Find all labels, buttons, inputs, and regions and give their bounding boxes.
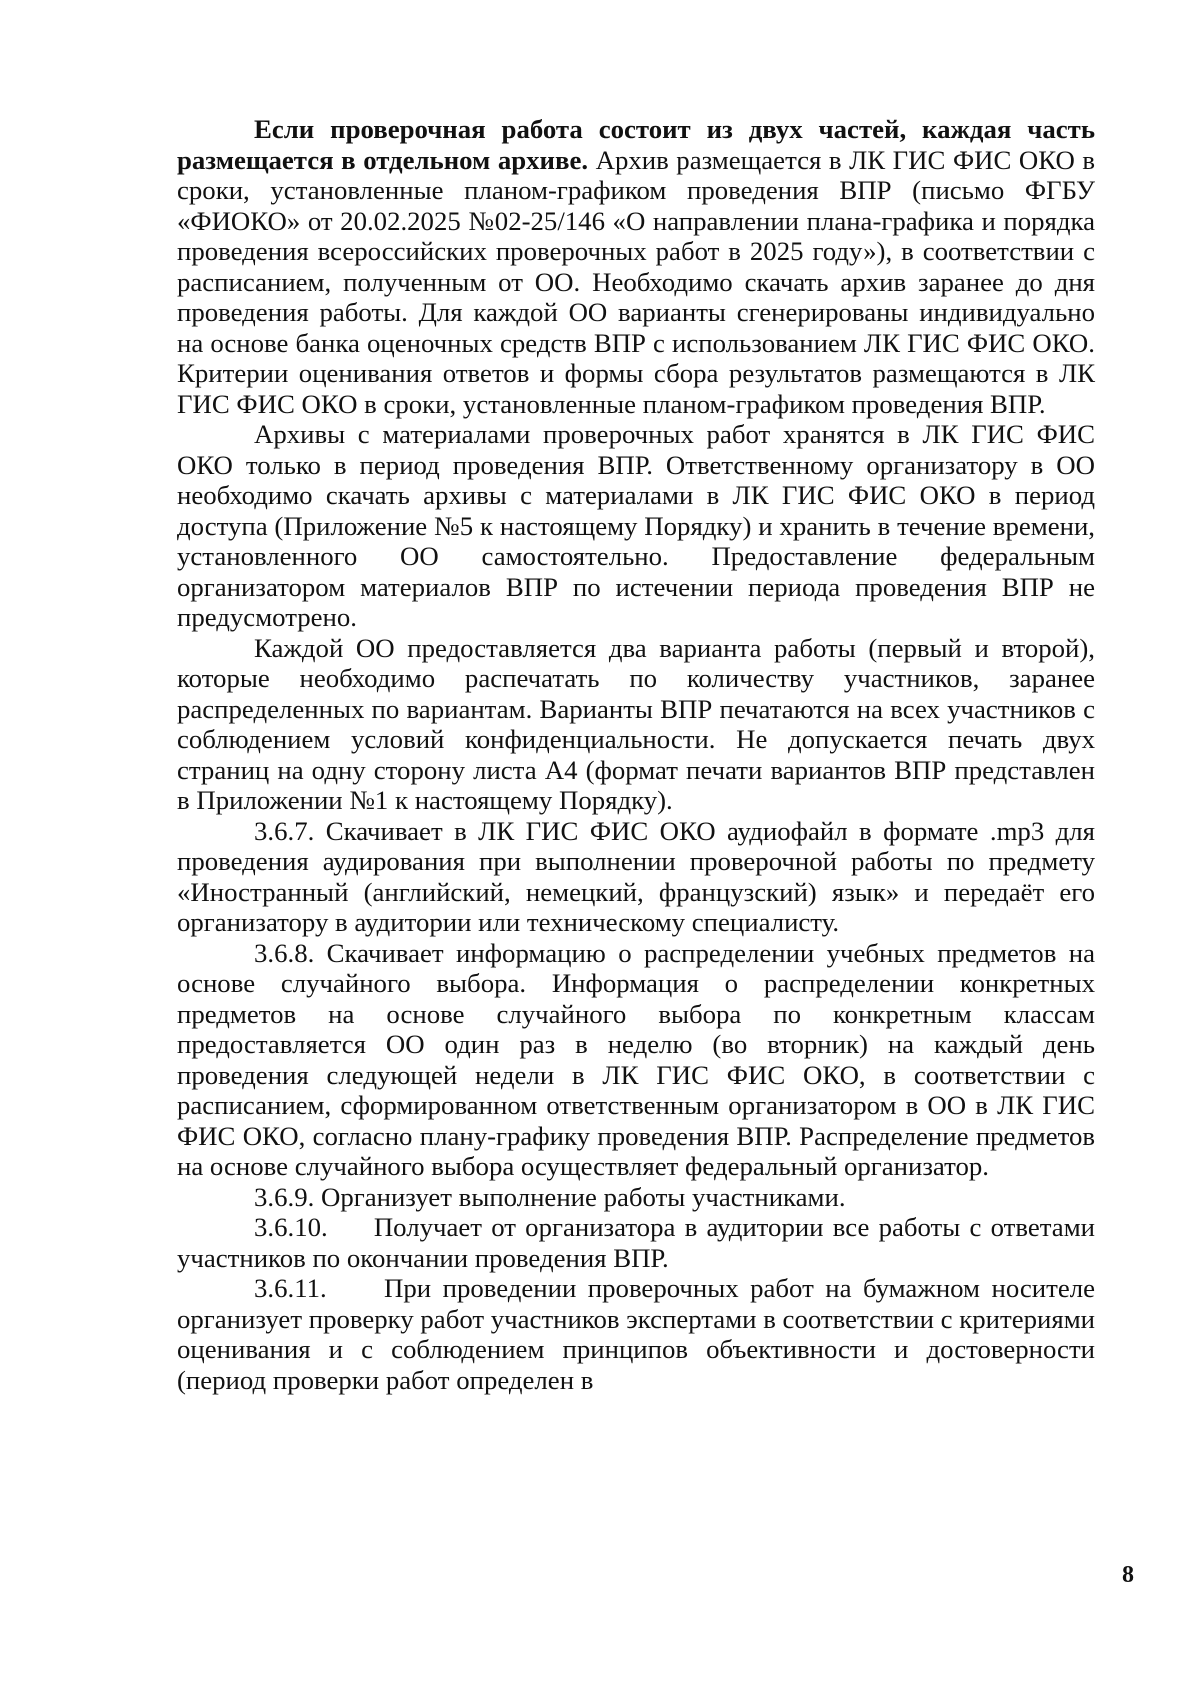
paragraph-archive-placement bbox=[177, 114, 1095, 419]
paragraph-archive-storage bbox=[177, 419, 1095, 633]
paragraph-text: Архивы с материалами проверочных работ хранятся в ЛК ГИС ФИС ОКО только в период проведения ВПР. Ответственному организатору в ОО необходимо скачать архивы с материалами в ЛК ГИС ФИС ОКО в период доступа (Приложение №5 к настоящему Порядку) и хранить в течение времени, установленного ОО самостоятельно. Предоставление федеральным организатором материалов ВПР по истечении периода проведения ВПР не предусмотрено. bbox=[177, 419, 1095, 632]
paragraph-text: 3.6.11. При проведении проверочных работ на бумажном носителе организует проверку работ участников экспертами в соответствии с критериями оценивания и с соблюдением принципов объективности и достоверности (период проверки работ определен в bbox=[177, 1273, 1102, 1395]
paragraph-item-3-6-10 bbox=[177, 1212, 1102, 1273]
paragraph-variants-printing bbox=[177, 633, 1095, 816]
paragraph-text: 3.6.9. Организует выполнение работы участниками. bbox=[254, 1181, 846, 1212]
paragraph-text: 3.6.8. Скачивает информацию о распределении учебных предметов на основе случайного выбора. Информация о распределении конкретных предметов на основе случайного выбора по конкретным классам предоставляется ОО один раз в неделю (во вторник) на каждый день проведения следующей недели в ЛК ГИС ФИС ОКО, в соответствии с расписанием, сформированном ответственным организатором в ОО в ЛК ГИС ФИС ОКО, согласно плану-графику проведения ВПР. Распределение предметов на основе случайного выбора осуществляет федеральный организатор. bbox=[177, 937, 1095, 1181]
paragraph-item-3-6-7 bbox=[177, 816, 1095, 938]
paragraph-text: 3.6.7. Скачивает в ЛК ГИС ФИС ОКО аудиофайл в формате .mp3 для проведения аудирования при выполнении проверочной работы по предмету «Иностранный (английский, немецкий, французский) язык» и передаёт его организатору в аудитории или техническому специалисту. bbox=[177, 815, 1095, 937]
paragraph-text: Каждой ОО предоставляется два варианта работы (первый и второй), которые необходимо распечатать по количеству участников, заранее распределенных по вариантам. Варианты ВПР печатаются на всех участников с соблюдением условий конфиденциальности. Не допускается печать двух страниц на одну сторону листа А4 (формат печати вариантов ВПР представлен в Приложении №1 к настоящему Порядку). bbox=[177, 632, 1095, 815]
page-number: 8 bbox=[1122, 1562, 1134, 1588]
paragraph-text: Архив размещается в ЛК ГИС ФИС ОКО в сроки, установленные планом-графиком проведения ВПР (письмо ФГБУ «ФИОКО» от 20.02.2025 №02-25/146 «О направлении плана-графика и порядка проведения всероссийских проверочных работ в 2025 году»), в соответствии с расписанием, полученным от ОО. Необходимо скачать архив заранее до дня проведения работы. Для каждой ОО варианты сгенерированы индивидуально на основе банка оценочных средств ВПР с использованием ЛК ГИС ФИС ОКО. Критерии оценивания ответов и формы сбора результатов размещаются в ЛК ГИС ФИС ОКО в сроки, установленные планом-графиком проведения ВПР. bbox=[177, 144, 1096, 419]
paragraph-text: 3.6.10. Получает от организатора в аудитории все работы с ответами участников по окончании проведения ВПР. bbox=[177, 1212, 1102, 1273]
paragraph-bold-lead: Если проверочная работа состоит из двух частей, каждая часть размещается в отдельном архиве. bbox=[177, 114, 1095, 175]
paragraph-item-3-6-9 bbox=[177, 1182, 1095, 1213]
paragraph-item-3-6-8 bbox=[177, 938, 1095, 1182]
document-body bbox=[177, 114, 1102, 1395]
paragraph-item-3-6-11 bbox=[177, 1273, 1102, 1395]
